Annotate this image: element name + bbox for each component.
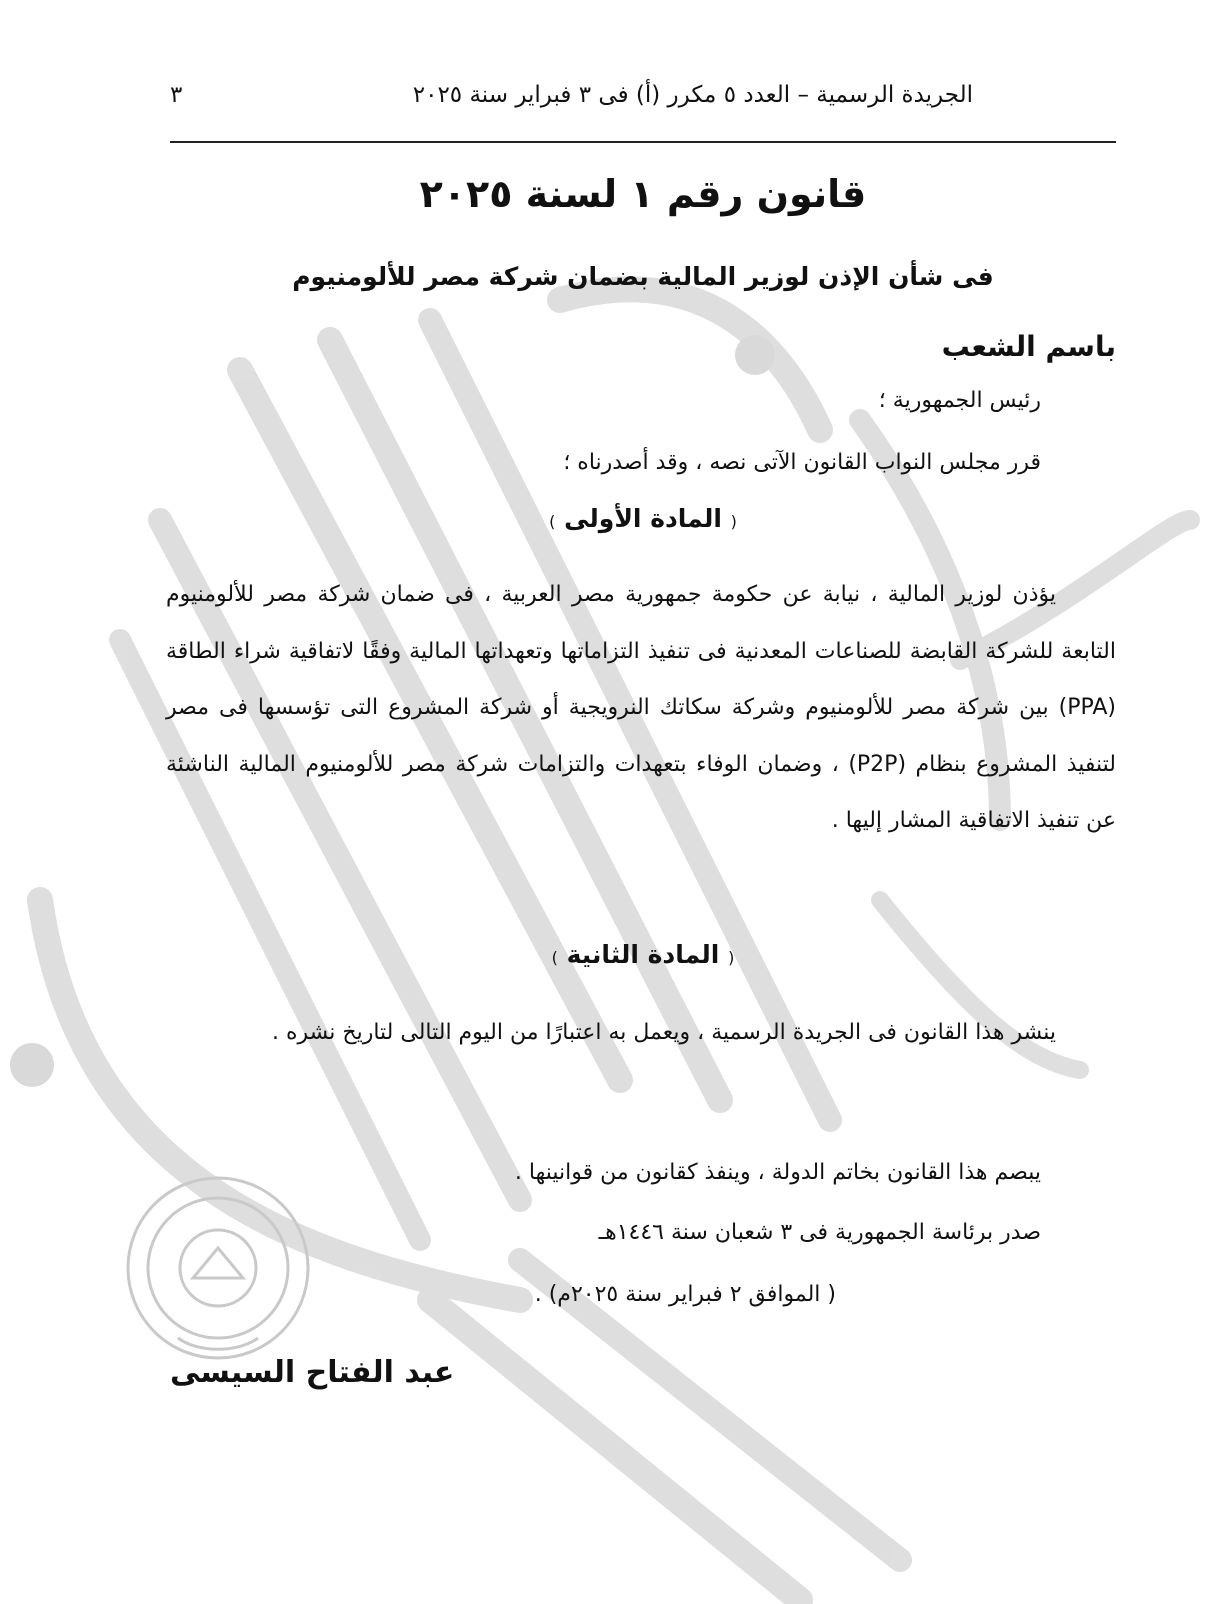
preamble-heading: باسم الشعب xyxy=(941,330,1116,363)
header-divider xyxy=(170,141,1116,143)
closing-issued-line: صدر برئاسة الجمهورية فى ٣ شعبان سنة ١٤٤٦هـ xyxy=(598,1220,1041,1245)
page-number: ٣ xyxy=(170,82,183,108)
law-title: قانون رقم ١ لسنة ٢٠٢٥ xyxy=(419,172,867,216)
preamble-president: رئيس الجمهورية ؛ xyxy=(878,388,1041,413)
article-2-paren-close: ) xyxy=(551,948,558,967)
article-1-text: يؤذن لوزير المالية ، نيابة عن حكومة جمهورية مصر العربية ، فى ضمان شركة مصر للألومنيوم التابعة للشركة القابضة للصناعات المعدنية فى تنفيذ التزاماتها وتعهداتها المالية وفقًا لاتفاقية شراء الطاقة (PPA) بين شركة مصر للألومنيوم وشركة سكاتك النرويجية أو شركة المشروع التى تؤسسها فى مصر لتنفيذ المشروع بنظام (P2P) ، وضمان الوفاء بتعهدات والتزامات شركة مصر للألومنيوم المالية الناشئة عن تنفيذ الاتفاقية المشار إليها . xyxy=(166,582,1116,833)
article-1-heading-text: المادة الأولى xyxy=(564,504,722,533)
article-2-heading-text: المادة الثانية xyxy=(566,940,720,969)
law-subtitle: فى شأن الإذن لوزير المالية بضمان شركة مصر للألومنيوم xyxy=(292,262,994,291)
closing-seal-line: يبصم هذا القانون بخاتم الدولة ، وينفذ كقانون من قوانينها . xyxy=(514,1160,1041,1185)
article-2-heading xyxy=(170,940,1116,969)
president-signature: عبد الفتاح السيسى xyxy=(170,1355,455,1390)
gazette-header-title: الجريدة الرسمية – العدد ٥ مكرر (أ) فى ٣ فبراير سنة ٢٠٢٥ xyxy=(412,82,973,108)
closing-corresponding-line: ( الموافق ٢ فبراير سنة ٢٠٢٥م) . xyxy=(534,1282,836,1307)
article-1-paren-close: ) xyxy=(549,512,556,531)
article-1-paren-open: ( xyxy=(730,512,737,531)
article-2-paren-open: ( xyxy=(728,948,735,967)
article-1-heading xyxy=(170,504,1116,533)
preamble-parliament: قرر مجلس النواب القانون الآتى نصه ، وقد أصدرناه ؛ xyxy=(563,450,1041,475)
article-2-text: ينشر هذا القانون فى الجريدة الرسمية ، ويعمل به اعتبارًا من اليوم التالى لتاريخ نشره . xyxy=(271,1020,1056,1045)
